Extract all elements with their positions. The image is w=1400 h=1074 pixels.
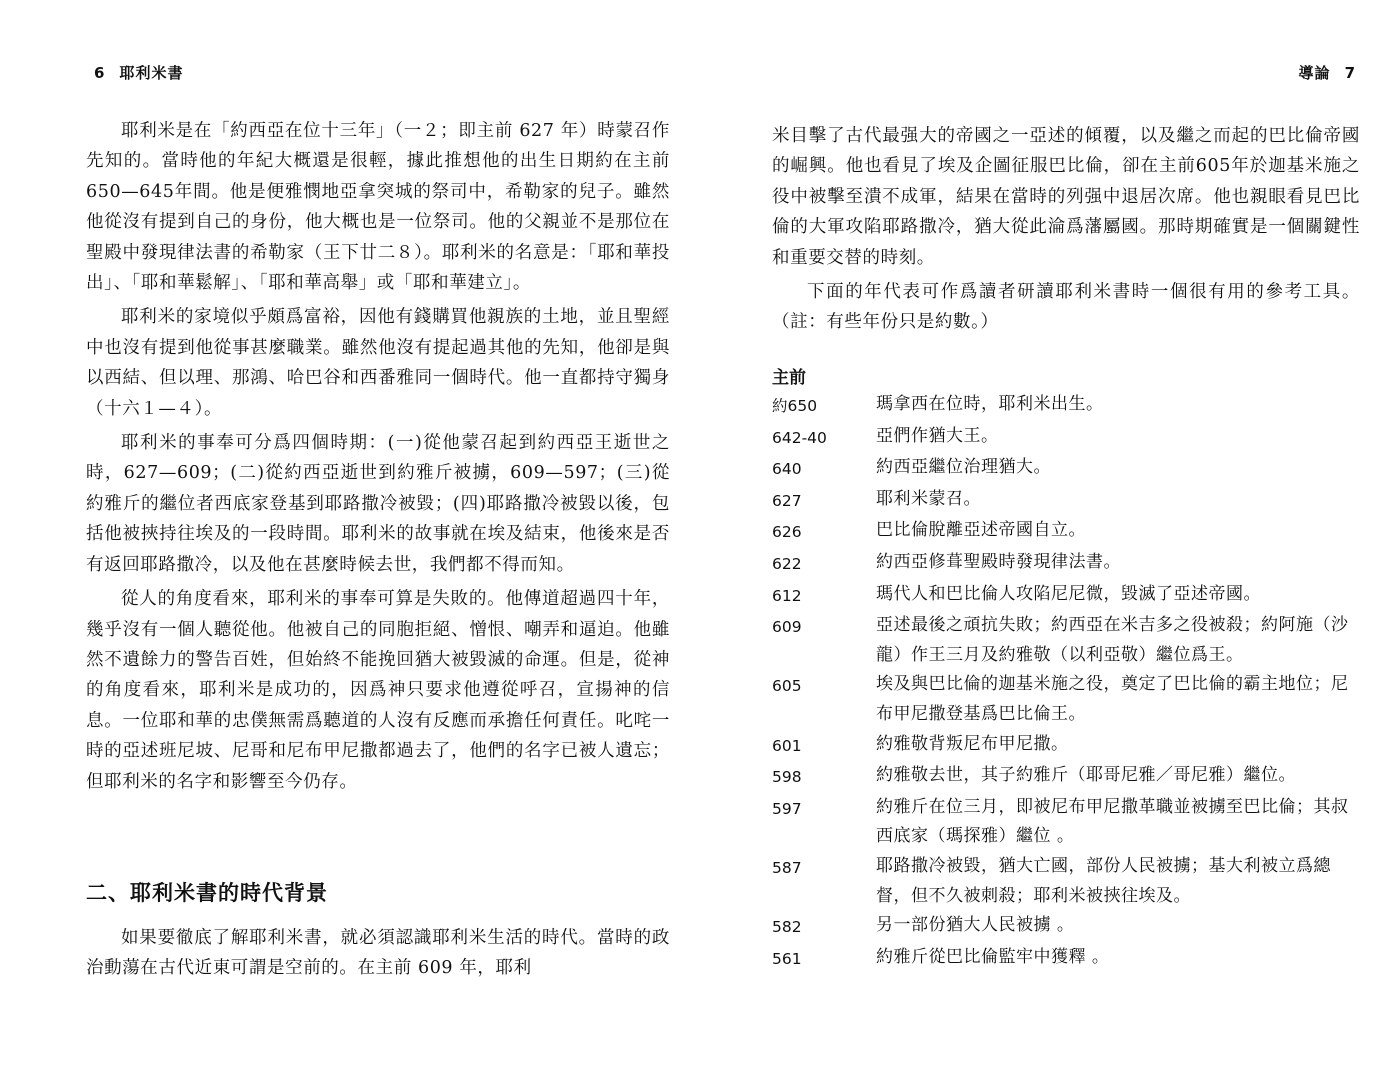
chronology-year: 587 <box>772 858 802 877</box>
chronology-event: 埃及與巴比倫的迦基米施之役，奠定了巴比倫的霸主地位；尼布甲尼撒登基爲巴比倫王。 <box>876 674 1349 724</box>
right-page-number: 7 <box>1344 64 1356 82</box>
chronology-event: 約雅敬背叛尼布甲尼撒。 <box>876 733 1069 754</box>
left-body-text <box>86 116 670 801</box>
paragraph: 耶利米的家境似乎頗爲富裕，因他有錢購買他親族的土地，並且聖經中也沒有提到他從事甚麼職業。雖然他沒有提起過其他的先知，他卻是與以西結、但以理、那鴻、哈巴谷和西番雅同一個時代。他一直都持守獨身（十六１—４）。 <box>86 307 670 419</box>
chronology-event: 約雅斤在位三月，即被尼布甲尼撒革職並被擄至巴比倫；其叔西底家（瑪探雅）繼位 。 <box>876 796 1349 847</box>
chronology-year: 561 <box>772 949 802 968</box>
chronology-event: 約西亞修葺聖殿時發現律法書。 <box>876 551 1121 572</box>
chronology-row <box>772 852 1364 911</box>
chronology-event: 另一部份猶大人民被擄 。 <box>876 915 1075 936</box>
chronology-row <box>772 422 1364 454</box>
paragraph: 從人的角度看來，耶利米的事奉可算是失敗的。他傳道超過四十年，幾乎沒有一個人聽從他。他被自己的同胞拒絕、憎恨、嘲弄和逼迫。他雖然不遺餘力的警告百姓，但始終不能挽回猶大被毀滅的命運。但是，從神的角度看來，耶利米是成功的，因爲神只要求他遵從呼召，宣揚神的信息。一位耶和華的忠僕無需爲聽道的人沒有反應而承擔任何責任。叱咤一時的亞述班尼坡、尼哥和尼布甲尼撒都過去了，他們的名字已被人遺忘；但耶利米的名字和影響至今仍存。 <box>86 589 670 792</box>
chronology-year: 582 <box>772 918 802 937</box>
chronology-row <box>772 911 1364 943</box>
chronology-row <box>772 611 1364 670</box>
chronology-event: 約雅斤從巴比倫監牢中獲釋 。 <box>876 946 1110 967</box>
chronology-year: 640 <box>772 460 802 479</box>
chronology-year: 622 <box>772 554 802 573</box>
chronology-heading: 主前 <box>772 368 806 388</box>
chronology-year: 609 <box>772 618 802 637</box>
chronology-year: 597 <box>772 799 802 818</box>
chronology-year: 612 <box>772 586 802 605</box>
chronology-year: 601 <box>772 736 802 755</box>
chronology-event: 瑪代人和巴比倫人攻陷尼尼微，毀滅了亞述帝國。 <box>876 583 1261 604</box>
chronology-table <box>772 390 1364 974</box>
chronology-row <box>772 390 1364 422</box>
chronology-row <box>772 670 1364 729</box>
paragraph: 如果要徹底了解耶利米書，就必須認識耶利米生活的時代。當時的政治動蕩在古代近東可謂是空前的。在主前 609 年，耶利 <box>86 928 670 979</box>
chronology-event: 耶路撒冷被毀，猶大亡國，部份人民被擄；基大利被立爲總督，但不久被刺殺；耶利米被挾往埃及。 <box>876 855 1331 906</box>
chronology-year: 605 <box>772 677 802 696</box>
chronology-year: 626 <box>772 523 802 542</box>
section-heading: 二、耶利米書的時代背景 <box>86 881 328 905</box>
right-body-text <box>772 121 1360 342</box>
section-body-text <box>86 923 670 988</box>
left-running-title: 耶利米書 <box>119 64 184 82</box>
chronology-event: 亞述最後之頑抗失敗；約西亞在米吉多之役被殺；約阿施（沙龍）作王三月及約雅敬（以利亞敬）繼位爲王。 <box>876 615 1349 665</box>
left-page-number: 6 <box>94 64 106 82</box>
chronology-row <box>772 548 1364 580</box>
chronology-row <box>772 730 1364 762</box>
chronology-event: 耶利米蒙召。 <box>876 488 981 509</box>
right-running-head <box>1285 62 1356 83</box>
paragraph: 耶利米是在「約西亞在位十三年」（一２；即主前 627 年）時蒙召作先知的。當時他的年紀大概還是很輕，據此推想他的出生日期約在主前650—645年間。他是便雅憫地亞拿突城的祭司中，希勒家的兒子。雖然他從沒有提到自己的身份，他大概也是一位祭司。他的父親並不是那位在聖殿中發現律法書的希勒家（王下廿二８）。耶利米的名意是：「耶和華投出」、「耶和華鬆解」、「耶和華高舉」或「耶和華建立」。 <box>86 121 670 294</box>
right-page <box>700 0 1400 1074</box>
paragraph: 耶利米的事奉可分爲四個時期：(一)從他蒙召起到約西亞王逝世之時，627—609；(二)從約西亞逝世到約雅斤被擄，609—597；(三)從約雅斤的繼位者西底家登基到耶路撒冷被毀；(四)耶路撒冷被毀以後，包括他被挾持往埃及的一段時間。耶利米的故事就在埃及結束，他後來是否有返回耶路撒冷，以及他在甚麼時候去世，我們都不得而知。 <box>86 433 670 575</box>
chronology-row <box>772 580 1364 612</box>
intro-paragraph: 下面的年代表可作爲讀者研讀耶利米書時一個很有用的參考工具。（註：有些年份只是約數。） <box>772 282 1360 333</box>
right-running-title: 導論 <box>1298 64 1331 82</box>
chronology-row <box>772 453 1364 485</box>
chronology-row <box>772 485 1364 517</box>
chronology-event: 瑪拿西在位時，耶利米出生。 <box>876 394 1104 414</box>
chronology-year: 642-40 <box>772 428 827 447</box>
chronology-row <box>772 943 1364 975</box>
chronology-event: 亞們作猶大王。 <box>876 425 999 446</box>
chronology-row <box>772 761 1364 793</box>
chronology-year: 627 <box>772 491 802 510</box>
chronology-year: 約650 <box>772 397 818 415</box>
chronology-row <box>772 516 1364 548</box>
chronology-year: 598 <box>772 768 802 787</box>
chronology-event: 約西亞繼位治理猶大。 <box>876 457 1051 478</box>
left-running-head <box>94 62 197 83</box>
chronology-row <box>772 793 1364 852</box>
chronology-event: 約雅敬去世，其子約雅斤（耶哥尼雅／哥尼雅）繼位。 <box>876 765 1296 786</box>
continued-paragraph: 米目擊了古代最强大的帝國之一亞述的傾覆，以及繼之而起的巴比倫帝國的崛興。他也看見了埃及企圖征服巴比倫，卻在主前605年於迦基米施之役中被擊至潰不成軍，結果在當時的列强中退居次席。他也親眼看見巴比倫的大軍攻陷耶路撒冷，猶大從此淪爲藩屬國。那時期確實是一個關鍵性和重要交替的時刻。 <box>772 126 1360 268</box>
chronology-event: 巴比倫脫離亞述帝國自立。 <box>876 520 1086 541</box>
